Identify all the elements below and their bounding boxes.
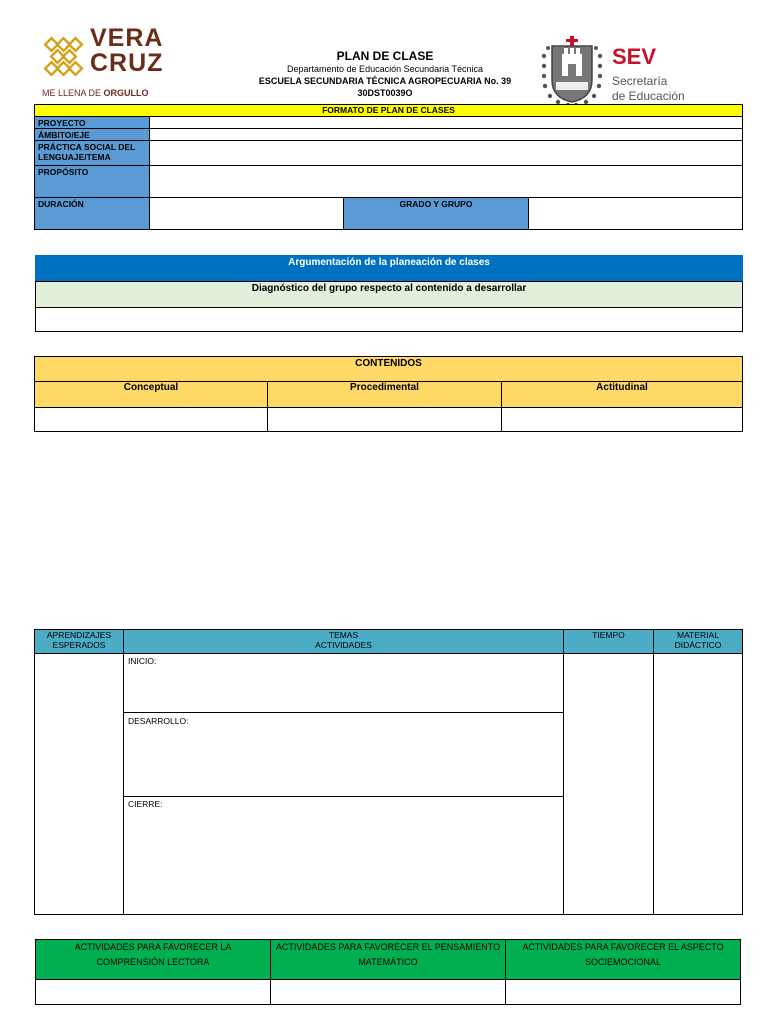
logo-vera-text: VERA	[90, 24, 164, 52]
argumentacion-title	[35, 255, 743, 281]
school-name: ESCUELA SECUNDARIA TÉCNICA AGROPECUARIA No. 39	[258, 76, 512, 86]
contenidos-col-conceptual	[34, 381, 268, 408]
aprendizajes-line1: APRENDIZAJES	[46, 630, 112, 640]
label-grado-text: GRADO Y GRUPO	[399, 199, 473, 209]
label-duracion	[34, 197, 150, 230]
cierre-block[interactable]	[123, 796, 564, 915]
coat-of-arms-icon	[538, 34, 606, 108]
logo-tagline-a: ME LLENA DE	[42, 88, 102, 98]
field-proposito[interactable]	[149, 165, 743, 198]
sev-acronym: SEV	[612, 44, 657, 69]
contenidos-field-actitudinal[interactable]	[501, 407, 743, 432]
contenidos-col-actitudinal	[501, 381, 743, 408]
socioemocional-field[interactable]	[505, 979, 741, 1005]
socioemocional-line1: ACTIVIDADES PARA FAVORECER EL ASPECTO	[522, 942, 724, 952]
contenidos-col-conceptual-text: Conceptual	[123, 382, 179, 393]
temas-header	[123, 629, 564, 654]
temas-line2: ACTIVIDADES	[315, 640, 372, 650]
page-title: PLAN DE CLASE	[336, 49, 434, 63]
inicio-label: INICIO:	[128, 656, 157, 666]
school-code: 30DST0039O	[357, 88, 413, 98]
aprendizajes-header	[34, 629, 124, 654]
contenidos-col-actitudinal-text: Actitudinal	[596, 382, 648, 393]
knot-emblem-icon	[43, 36, 85, 78]
matematico-header	[270, 939, 506, 980]
material-header	[653, 629, 743, 654]
socioemocional-header	[505, 939, 741, 980]
material-line2: DIDÁCTICO	[674, 640, 722, 650]
diagnostico-header	[35, 281, 743, 308]
label-proposito	[34, 165, 150, 198]
matematico-line2: MATEMÁTICO	[358, 957, 418, 967]
department-name: Departamento de Educación Secundaria Técnica	[287, 64, 483, 74]
desarrollo-block[interactable]	[123, 712, 564, 797]
argumentacion-title-text: Argumentación de la planeación de clases	[288, 257, 490, 268]
material-field[interactable]	[653, 653, 743, 915]
aprendizajes-field[interactable]	[34, 653, 124, 915]
label-grado	[343, 197, 529, 230]
sev-line1: Secretaría	[612, 74, 668, 88]
label-proposito-text: PROPÓSITO	[38, 167, 89, 177]
field-duracion[interactable]	[149, 197, 344, 230]
tiempo-header	[563, 629, 654, 654]
cierre-label: CIERRE:	[128, 799, 163, 809]
label-proyecto-text: PROYECTO	[38, 118, 86, 128]
matematico-line1: ACTIVIDADES PARA FAVORECER EL PENSAMIENTO	[275, 942, 501, 952]
tiempo-text: TIEMPO	[592, 630, 625, 640]
material-line1: MATERIAL	[677, 630, 719, 640]
sev-logo	[538, 34, 694, 108]
desarrollo-label: DESARROLLO:	[128, 716, 189, 726]
contenidos-field-conceptual[interactable]	[34, 407, 268, 432]
socioemocional-line2: SOCIEMOCIONAL	[584, 957, 661, 967]
contenidos-col-procedimental	[267, 381, 502, 408]
sev-line2: de Educación	[612, 89, 685, 103]
diagnostico-field[interactable]	[35, 307, 743, 332]
lectora-line1: ACTIVIDADES PARA FAVORECER LA	[74, 942, 232, 952]
veracruz-logo	[40, 26, 170, 102]
contenidos-title	[34, 356, 743, 382]
aprendizajes-line2: ESPERADOS	[52, 640, 106, 650]
label-duracion-text: DURACIÓN	[38, 199, 84, 209]
logo-tagline	[42, 88, 149, 98]
contenidos-field-procedimental[interactable]	[267, 407, 502, 432]
field-grado[interactable]	[528, 197, 743, 230]
inicio-block[interactable]	[123, 653, 564, 713]
label-ambito-text: ÁMBITO/EJE	[38, 130, 90, 140]
contenidos-col-procedimental-text: Procedimental	[350, 382, 419, 393]
label-practica-line1: PRÁCTICA SOCIAL DEL	[38, 142, 136, 152]
formato-title-text: FORMATO DE PLAN DE CLASES	[322, 105, 455, 115]
logo-tagline-b: ORGULLO	[103, 88, 149, 98]
document-header	[230, 48, 540, 99]
label-practica-line2: LENGUAJE/TEMA	[38, 152, 111, 162]
matematico-field[interactable]	[270, 979, 506, 1005]
lectora-line2: COMPRENSIÓN LECTORA	[96, 957, 210, 967]
lectora-header	[35, 939, 271, 980]
diagnostico-header-text: Diagnóstico del grupo respecto al contenido a desarrollar	[251, 283, 527, 294]
label-practica	[34, 140, 150, 166]
tiempo-field[interactable]	[563, 653, 654, 915]
temas-line1: TEMAS	[328, 630, 359, 640]
logo-cruz-text: CRUZ	[90, 49, 164, 77]
field-practica[interactable]	[149, 140, 743, 166]
lectora-field[interactable]	[35, 979, 271, 1005]
contenidos-title-text: CONTENIDOS	[355, 358, 422, 369]
